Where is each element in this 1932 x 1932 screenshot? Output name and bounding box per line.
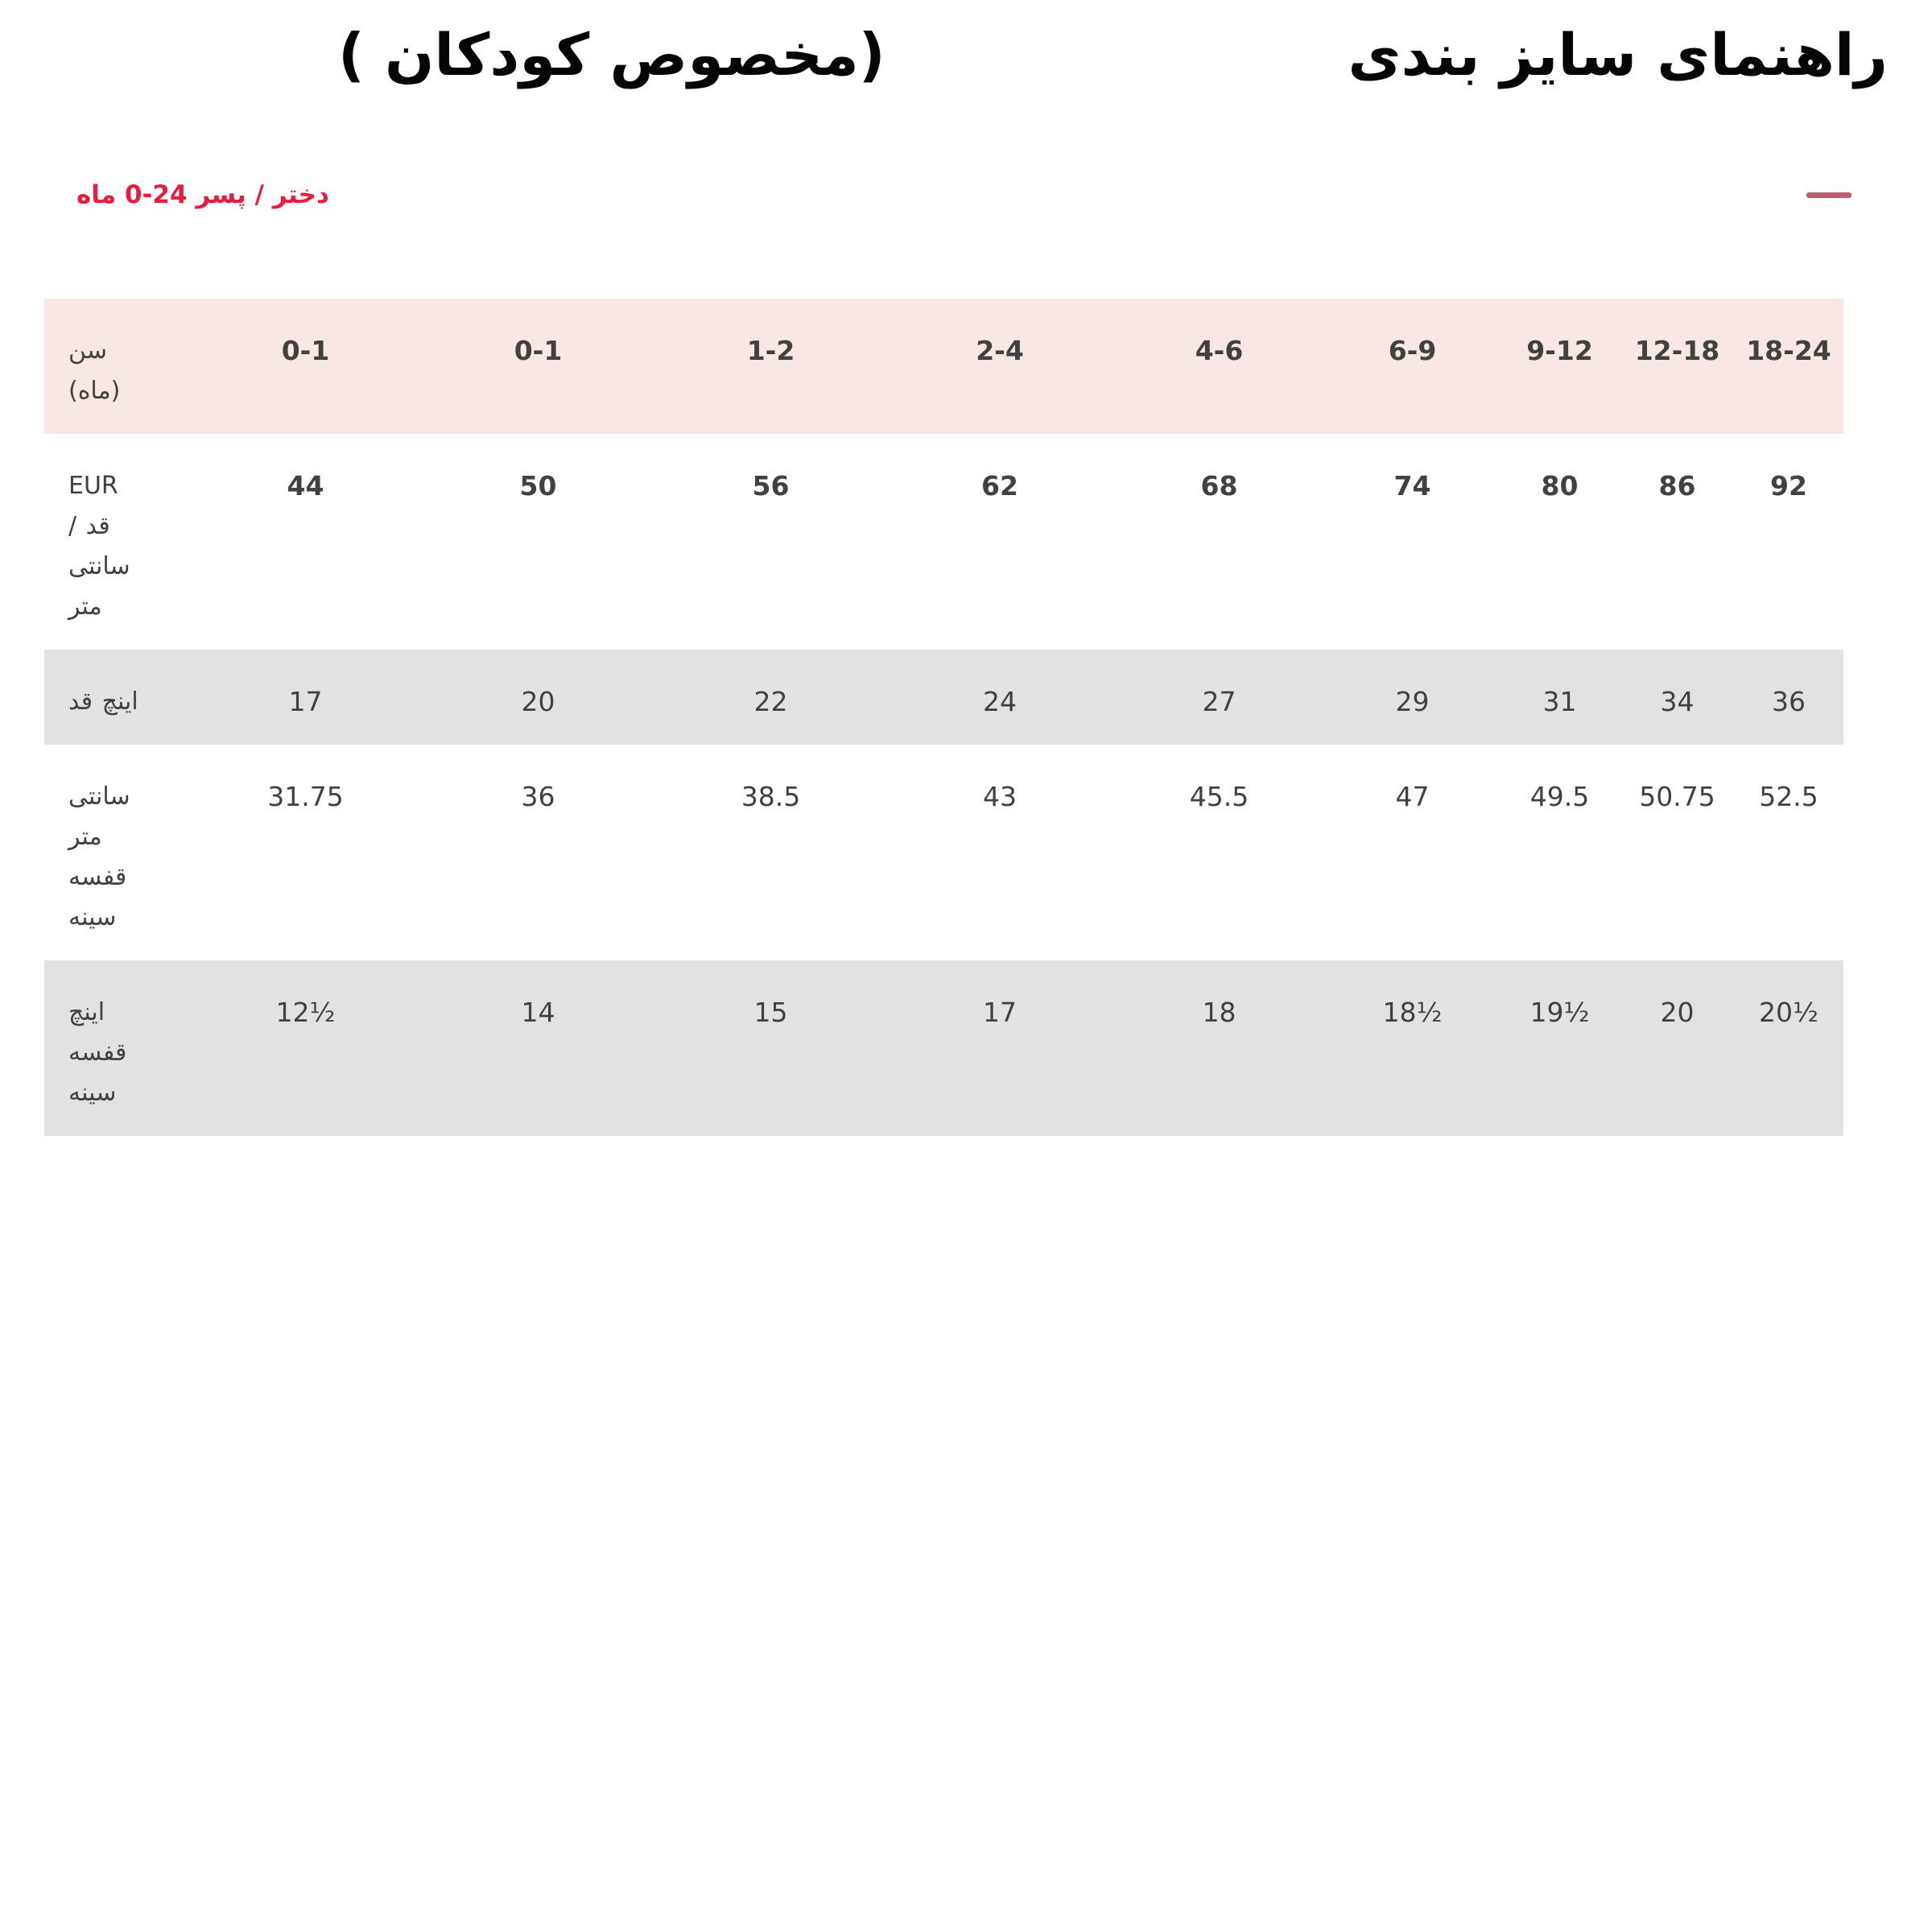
size-cell: 92 — [1770, 470, 1807, 502]
size-cell: 50.75 — [1639, 781, 1715, 812]
row-label-age: سن (ماه) — [68, 336, 121, 405]
age-header-row — [44, 299, 1843, 434]
size-cell: 12½ — [275, 997, 336, 1028]
age-cell: 0-1 — [514, 335, 563, 366]
row-label-inch-height: اینچ قد — [68, 687, 138, 716]
size-cell: 14 — [521, 997, 555, 1028]
size-cell: 45.5 — [1189, 781, 1249, 812]
size-cell: 74 — [1393, 470, 1431, 502]
size-cell: 80 — [1541, 470, 1579, 502]
age-cell: 4-6 — [1195, 335, 1244, 366]
accordion-section-header[interactable] — [0, 178, 1932, 212]
size-cell: 31.75 — [267, 781, 344, 812]
row-label-eur-height-cm: EUR قد / سانتی متر — [68, 472, 130, 621]
row-label-inch-chest: اینچ قفسه سینه — [68, 998, 127, 1107]
page-title-sub: (مخصوص کودکان ) — [338, 21, 886, 89]
section-subtitle: دختر / پسر 24-0 ماه — [76, 180, 329, 209]
size-cell: 52.5 — [1759, 781, 1818, 812]
row-label-cm-chest: سانتی متر قفسه سینه — [68, 782, 130, 931]
age-cell: 1-2 — [746, 335, 795, 366]
size-cell: 22 — [753, 686, 788, 717]
size-cell: 27 — [1202, 686, 1236, 717]
size-cell: 56 — [752, 470, 790, 502]
size-cell: 31 — [1542, 686, 1577, 717]
size-cell: 36 — [1772, 686, 1806, 717]
age-cell: 0-1 — [281, 335, 330, 366]
size-cell: 18 — [1202, 997, 1236, 1028]
size-cell: 17 — [288, 686, 323, 717]
size-cell: 49.5 — [1530, 781, 1590, 812]
collapse-minus-icon[interactable] — [1806, 192, 1852, 198]
size-cell: 44 — [287, 470, 324, 502]
cm-chest-row — [44, 745, 1843, 960]
size-cell: 86 — [1658, 470, 1696, 502]
size-cell: 17 — [983, 997, 1017, 1028]
size-cell: 18½ — [1382, 997, 1443, 1028]
size-cell: 20 — [521, 686, 555, 717]
eur-height-row — [44, 434, 1843, 650]
age-cell: 18-24 — [1746, 335, 1831, 366]
size-cell: 29 — [1395, 686, 1430, 717]
size-cell: 68 — [1200, 470, 1238, 502]
size-cell: 38.5 — [741, 781, 801, 812]
size-cell: 20½ — [1759, 997, 1818, 1028]
size-cell: 36 — [521, 781, 555, 812]
size-cell: 24 — [983, 686, 1017, 717]
age-cell: 2-4 — [976, 335, 1024, 366]
inch-height-row — [44, 650, 1843, 745]
size-cell: 47 — [1395, 781, 1430, 812]
size-cell: 50 — [519, 470, 557, 502]
inch-chest-row — [44, 960, 1843, 1136]
age-cell: 6-9 — [1388, 335, 1437, 366]
size-cell: 43 — [983, 781, 1017, 812]
size-cell: 20 — [1660, 997, 1695, 1028]
size-cell: 19½ — [1530, 997, 1590, 1028]
size-cell: 62 — [981, 470, 1018, 502]
page-title-main: راهنمای سایز بندی — [1348, 21, 1888, 89]
page-header — [0, 0, 1932, 95]
size-cell: 15 — [753, 997, 788, 1028]
size-cell: 34 — [1660, 686, 1695, 717]
size-table — [44, 299, 1843, 1136]
age-cell: 9-12 — [1526, 335, 1593, 366]
age-cell: 12-18 — [1634, 335, 1720, 366]
